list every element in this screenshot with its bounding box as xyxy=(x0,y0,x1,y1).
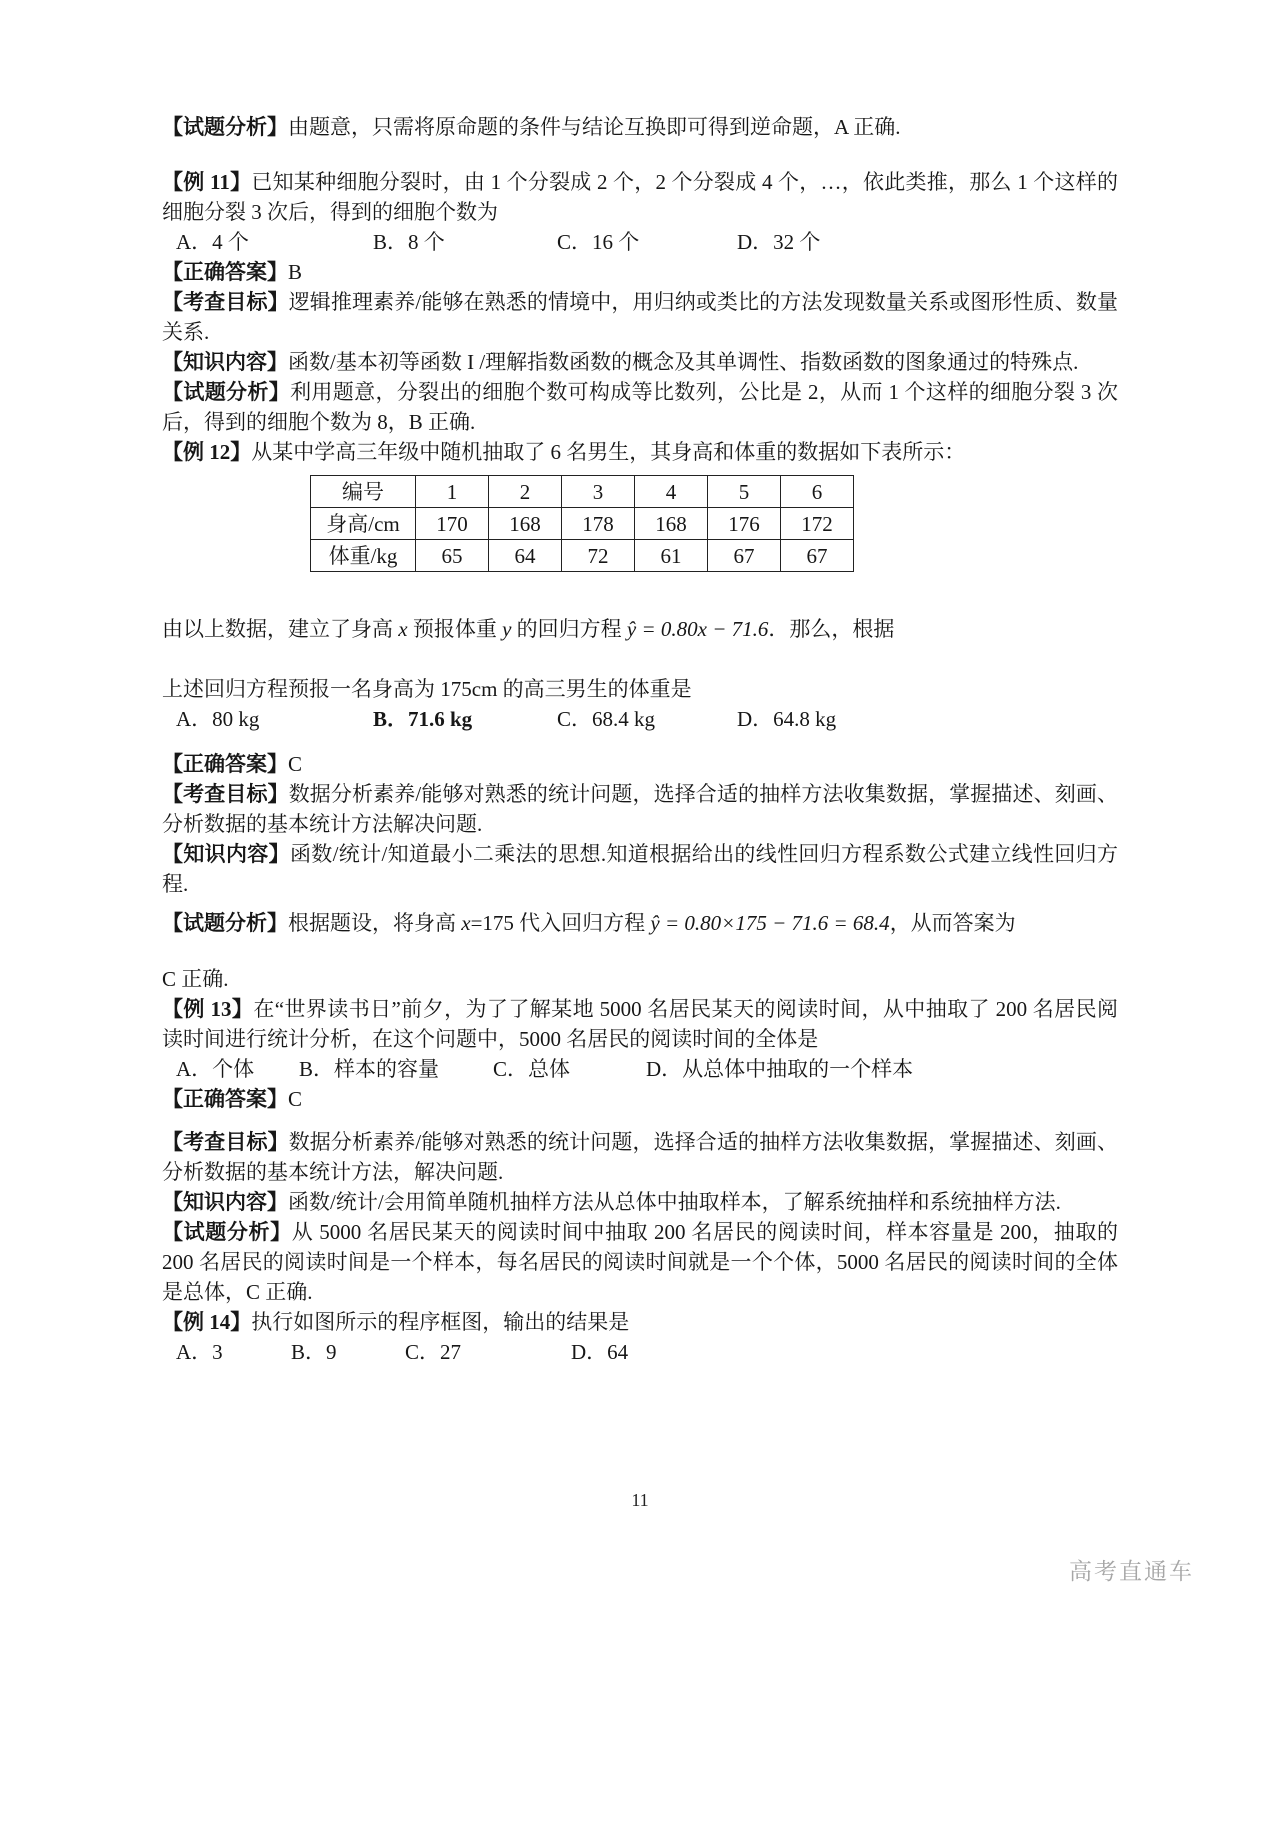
table-cell: 61 xyxy=(635,540,708,572)
analysis-text: 由题意，只需将原命题的条件与结论互换即可得到逆命题，A 正确. xyxy=(288,115,901,139)
option-b: B．9 xyxy=(291,1340,337,1364)
example-14-tag: 【例 14】 xyxy=(162,1310,252,1334)
text-segment: ，从而答案为 xyxy=(889,911,1016,935)
analysis-text: 利用题意，分裂出的细胞个数可构成等比数列，公比是 2，从而 1 个这样的细胞分裂 3 次后，得到的细胞个数为 8，B 正确. xyxy=(162,380,1119,434)
table-cell: 4 xyxy=(635,476,708,508)
option-c: C．16 个 xyxy=(557,230,640,254)
table-cell: 体重/kg xyxy=(311,540,416,572)
target-text: 数据分析素养/能够对熟悉的统计问题，选择合适的抽样方法收集数据，掌握描述、刻画、分析数据的基本统计方法解决问题. xyxy=(162,782,1118,836)
watermark: 高考直通车 xyxy=(1069,1558,1194,1584)
table-cell: 72 xyxy=(562,540,635,572)
option-b: B．71.6 kg xyxy=(373,707,473,731)
option-a: A．80 kg xyxy=(176,707,260,731)
option-a: A．4 个 xyxy=(176,230,249,254)
text-segment: 的回归方程 xyxy=(511,617,627,641)
option-d: D．32 个 xyxy=(737,230,821,254)
exam-target-ex12 xyxy=(162,779,1118,839)
answer-tag: 【正确答案】 xyxy=(162,260,288,284)
regression-equation-paragraph xyxy=(162,614,1118,644)
math-x: x xyxy=(461,911,471,935)
table-row-weight xyxy=(311,540,854,572)
option-c: C．68.4 kg xyxy=(557,707,656,731)
table-row-height xyxy=(311,508,854,540)
correct-answer-ex12 xyxy=(162,749,1118,779)
math-x: x xyxy=(398,617,408,641)
option-d: D．从总体中抽取的一个样本 xyxy=(646,1057,914,1081)
table-cell: 5 xyxy=(708,476,781,508)
table-cell: 3 xyxy=(562,476,635,508)
option-b: B．8 个 xyxy=(373,230,445,254)
table-cell: 176 xyxy=(708,508,781,540)
analysis-tag: 【试题分析】 xyxy=(162,1220,292,1244)
correct-answer-ex11 xyxy=(162,257,1118,287)
height-weight-table xyxy=(310,475,854,572)
knowledge-text: 函数/基本初等函数 I /理解指数函数的概念及其单调性、指数函数的图象通过的特殊点. xyxy=(288,350,1079,374)
target-tag: 【考查目标】 xyxy=(162,290,289,314)
target-tag: 【考查目标】 xyxy=(162,782,289,806)
analysis-paragraph-prev xyxy=(162,112,1118,142)
table-cell: 67 xyxy=(781,540,854,572)
example-12-tag: 【例 12】 xyxy=(162,440,252,464)
knowledge-tag: 【知识内容】 xyxy=(162,350,288,374)
table-cell: 170 xyxy=(416,508,489,540)
knowledge-content-ex11 xyxy=(162,347,1118,377)
answer-value: C xyxy=(288,752,303,776)
table-cell: 178 xyxy=(562,508,635,540)
correct-answer-ex13 xyxy=(162,1084,1118,1114)
knowledge-content-ex13 xyxy=(162,1187,1118,1217)
target-tag: 【考查目标】 xyxy=(162,1130,289,1154)
table-cell: 身高/cm xyxy=(311,508,416,540)
regression-equation: ŷ = 0.80x − 71.6 xyxy=(626,617,769,641)
example-13-text: 在“世界读书日”前夕，为了了解某地 5000 名居民某天的阅读时间，从中抽取了 200 名居民阅读时间进行统计分析，在这个问题中，5000 名居民的阅读时间的全体是 xyxy=(162,997,1119,1051)
analysis-conclusion-ex12 xyxy=(162,964,1118,994)
analysis-tag: 【试题分析】 xyxy=(162,911,288,935)
text-segment: ．那么，根据 xyxy=(768,617,895,641)
target-text: 数据分析素养/能够对熟悉的统计问题，选择合适的抽样方法收集数据，掌握描述、刻画、分析数据的基本统计方法，解决问题. xyxy=(162,1130,1118,1184)
option-c: C．27 xyxy=(405,1340,462,1364)
knowledge-content-ex12 xyxy=(162,839,1118,899)
analysis-paragraph-ex13 xyxy=(162,1217,1118,1307)
answer-value: B xyxy=(288,260,303,284)
conclusion-text: C 正确. xyxy=(162,967,229,991)
example-12-options xyxy=(162,704,1118,734)
answer-value: C xyxy=(288,1087,303,1111)
exam-target-ex13 xyxy=(162,1127,1118,1187)
page-number: 11 xyxy=(631,1490,649,1510)
example-11-text: 已知某种细胞分裂时，由 1 个分裂成 2 个，2 个分裂成 4 个，…，依此类推，那么 1 个这样的细胞分裂 3 次后，得到的细胞个数为 xyxy=(162,170,1119,224)
knowledge-text: 函数/统计/知道最小二乘法的思想.知道根据给出的线性回归方程系数公式建立线性回归方程. xyxy=(162,842,1118,896)
table-cell: 172 xyxy=(781,508,854,540)
text-segment: 由以上数据，建立了身高 xyxy=(162,617,399,641)
analysis-tag: 【试题分析】 xyxy=(162,380,291,404)
example-13-paragraph xyxy=(162,994,1118,1054)
answer-tag: 【正确答案】 xyxy=(162,1087,288,1111)
exam-target-ex11 xyxy=(162,287,1118,347)
table-cell: 168 xyxy=(635,508,708,540)
table-cell: 67 xyxy=(708,540,781,572)
example-13-tag: 【例 13】 xyxy=(162,997,254,1021)
example-14-text: 执行如图所示的程序框图，输出的结果是 xyxy=(251,1310,630,1334)
text-segment: 根据题设，将身高 xyxy=(288,911,462,935)
option-a: A．个体 xyxy=(176,1057,255,1081)
option-d: D．64.8 kg xyxy=(737,707,837,731)
table-cell: 168 xyxy=(489,508,562,540)
table-cell: 64 xyxy=(489,540,562,572)
knowledge-text: 函数/统计/会用简单随机抽样方法从总体中抽取样本，了解系统抽样和系统抽样方法. xyxy=(288,1190,1061,1214)
example-13-options xyxy=(162,1054,1118,1084)
example-12-text: 从某中学高三年级中随机抽取了 6 名男生，其身高和体重的数据如下表所示： xyxy=(251,440,966,464)
analysis-text: 从 5000 名居民某天的阅读时间中抽取 200 名居民的阅读时间，样本容量是 200，抽取的 200 名居民的阅读时间是一个样本，每名居民的阅读时间就是一个个体，5000 名居民的阅读时间的全体是总体，C 正确. xyxy=(162,1220,1118,1304)
prediction-question-paragraph xyxy=(162,674,1118,704)
table-cell: 2 xyxy=(489,476,562,508)
analysis-tag: 【试题分析】 xyxy=(162,115,288,139)
math-y: y xyxy=(502,617,512,641)
table-cell: 1 xyxy=(416,476,489,508)
analysis-paragraph-ex12 xyxy=(162,908,1118,938)
knowledge-tag: 【知识内容】 xyxy=(162,1190,288,1214)
table-cell: 编号 xyxy=(311,476,416,508)
text-segment: =175 代入回归方程 xyxy=(470,911,651,935)
substituted-equation: ŷ = 0.80×175 − 71.6 = 68.4 xyxy=(650,911,890,935)
knowledge-tag: 【知识内容】 xyxy=(162,842,290,866)
table-header-row xyxy=(311,476,854,508)
document-content xyxy=(162,112,1118,1367)
text-segment: 预报体重 xyxy=(407,617,503,641)
example-14-options xyxy=(162,1337,1118,1367)
example-11-paragraph xyxy=(162,167,1118,227)
option-a: A．3 xyxy=(176,1340,223,1364)
option-c: C．总体 xyxy=(493,1057,571,1081)
answer-tag: 【正确答案】 xyxy=(162,752,288,776)
table-cell: 65 xyxy=(416,540,489,572)
example-14-paragraph xyxy=(162,1307,1118,1337)
example-11-tag: 【例 11】 xyxy=(162,170,252,194)
analysis-paragraph-ex11 xyxy=(162,377,1118,437)
option-d: D．64 xyxy=(571,1340,629,1364)
option-b: B．样本的容量 xyxy=(299,1057,440,1081)
question-text: 上述回归方程预报一名身高为 175cm 的高三男生的体重是 xyxy=(162,677,692,701)
example-12-paragraph xyxy=(162,437,1118,467)
table-cell: 6 xyxy=(781,476,854,508)
example-11-options xyxy=(162,227,1118,257)
target-text: 逻辑推理素养/能够在熟悉的情境中，用归纳或类比的方法发现数量关系或图形性质、数量关系. xyxy=(162,290,1118,344)
